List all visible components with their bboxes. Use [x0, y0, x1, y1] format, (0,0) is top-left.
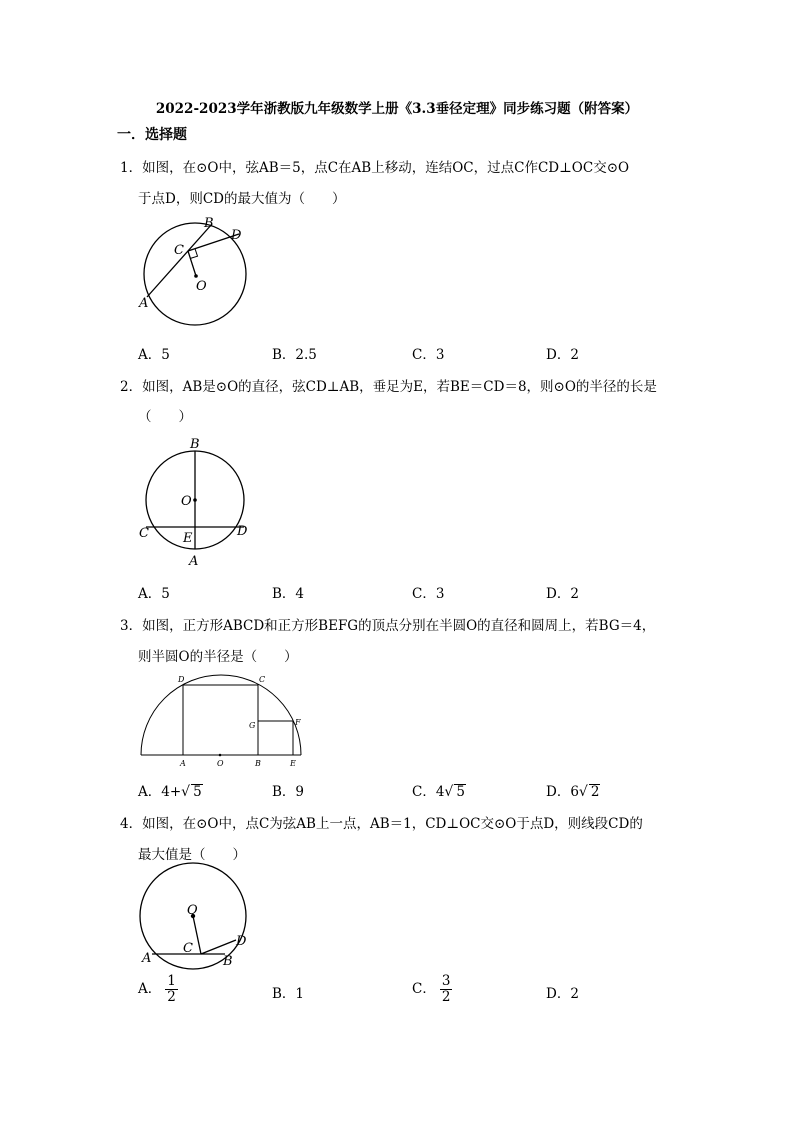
q4-label-d: D	[236, 934, 247, 949]
question-3-option-d[interactable]: D．6√ 2	[546, 784, 600, 800]
sqrt-radicand: 5	[456, 784, 465, 800]
question-3-option-c[interactable]: C．4√ 5	[412, 784, 465, 800]
q1-label-c: C	[174, 243, 184, 258]
question-2-text-line1: 2．如图，AB是⊙O的直径，弦CD⊥AB，垂足为E，若BE＝CD＝8，则⊙O的半径的长是	[120, 379, 657, 395]
q2-label-a: A	[189, 554, 199, 569]
question-2-figure	[130, 435, 260, 570]
q1-label-b: B	[204, 216, 214, 231]
question-3-text-line1: 3．如图，正方形ABCD和正方形BEFG的顶点分别在半圆O的直径和圆周上，若BG＝4，	[120, 618, 656, 634]
question-2-option-d[interactable]: D．2	[546, 586, 579, 602]
q3-label-b: B	[255, 759, 261, 768]
q3-label-c: C	[259, 675, 266, 684]
q2-label-e: E	[183, 531, 193, 546]
q4-label-a: A	[142, 951, 152, 966]
question-4-text-line2: 最大值是（ ）	[138, 847, 246, 863]
q1-label-a: A	[139, 296, 149, 311]
q1-label-d: D	[231, 228, 242, 243]
question-1-figure	[130, 210, 260, 340]
q3-label-a: A	[180, 759, 186, 768]
question-1-option-d[interactable]: D．2	[546, 347, 579, 363]
q4-label-c: C	[183, 941, 193, 956]
question-4-figure	[130, 868, 260, 973]
question-2-option-b[interactable]: B．4	[272, 586, 305, 602]
q3-label-f: F	[295, 718, 301, 727]
q2-label-c: C	[139, 526, 149, 541]
question-3-text-line2: 则半圆O的半径是（ ）	[138, 649, 298, 665]
question-4-option-d[interactable]: D．2	[546, 986, 579, 1002]
question-2-option-c[interactable]: C．3	[412, 586, 445, 602]
question-2-text-line2: （ ）	[138, 409, 192, 425]
q4-label-o: O	[187, 903, 198, 918]
question-1-option-c[interactable]: C．3	[412, 347, 445, 363]
question-4-text-line1: 4．如图，在⊙O中，点C为弦AB上一点，AB＝1，CD⊥OC交⊙O于点D，则线段CD的	[120, 816, 643, 832]
question-3-option-b[interactable]: B．9	[272, 784, 305, 800]
q3-label-g: G	[249, 721, 256, 730]
q3-label-d: D	[178, 675, 185, 684]
fraction: $\frac{1}{2}$	[167, 973, 176, 1005]
q2-label-o: O	[181, 494, 192, 509]
question-2-option-a[interactable]: A．5	[138, 586, 170, 602]
q4-label-b: B	[223, 954, 233, 969]
question-1-option-b[interactable]: B．2.5	[272, 347, 317, 363]
question-4-option-c[interactable]: C． $\frac{3}{2}$	[412, 973, 451, 1005]
q1-label-o: O	[196, 279, 207, 294]
q3-label-o: O	[217, 759, 224, 768]
q2-label-d: D	[237, 524, 248, 539]
question-3-figure	[130, 670, 310, 770]
fraction: $\frac{3}{2}$	[441, 973, 451, 1005]
question-4-option-a[interactable]: A． $\frac{1}{2}$	[138, 973, 176, 1005]
question-1-option-a[interactable]: A．5	[138, 347, 170, 363]
sqrt-radicand: 2	[590, 784, 600, 800]
section-heading: 一．选择题	[117, 127, 187, 143]
question-1-text-line1: 1．如图，在⊙O中，弦AB＝5，点C在AB上移动，连结OC，过点C作CD⊥OC交⊙O	[120, 160, 630, 176]
question-3-option-a[interactable]: A．4+√ 5	[138, 784, 202, 800]
page-title: 2022-2023学年浙教版九年级数学上册《3.3垂径定理》同步练习题（附答案）	[155, 101, 639, 117]
sqrt-radicand: 5	[193, 784, 202, 800]
q3-label-e: E	[290, 759, 296, 768]
q2-label-b: B	[190, 437, 200, 452]
question-4-option-b[interactable]: B．1	[272, 986, 305, 1002]
question-1-text-line2: 于点D，则CD的最大值为（ ）	[138, 191, 346, 207]
